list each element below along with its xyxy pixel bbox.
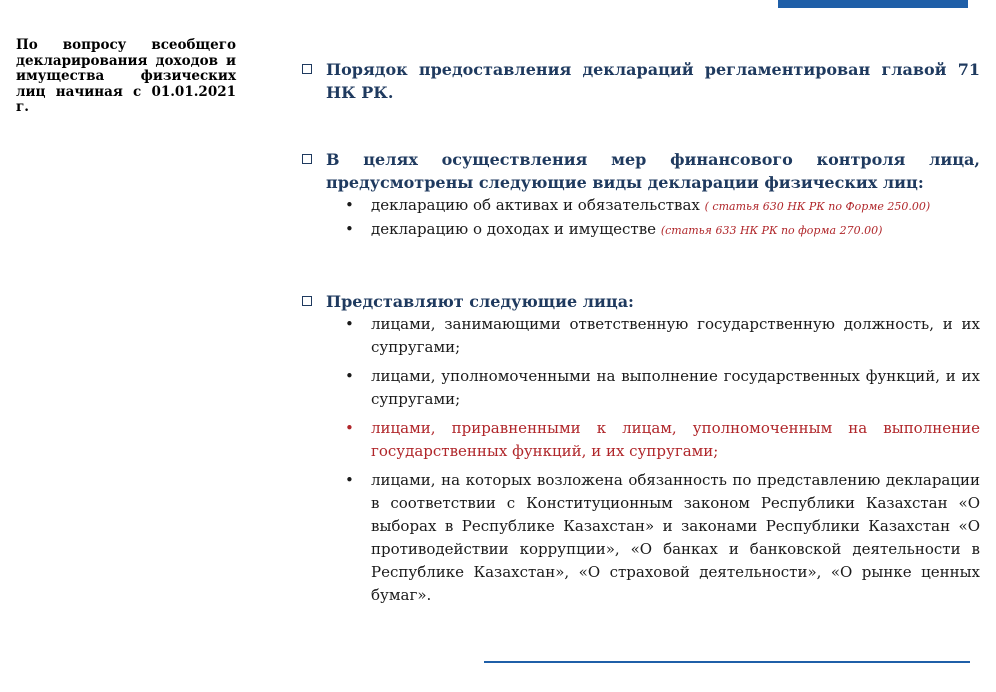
section-regulation [300, 58, 980, 104]
bullet-dot-icon: • [345, 315, 354, 333]
list-item-text: лицами, приравненными к лицам, уполномоченным на выполнение государственных функций, и их супругами; [371, 419, 980, 460]
bullet-dot-icon: • [345, 196, 354, 214]
section-declarants [300, 290, 980, 607]
section-title [300, 58, 980, 104]
bullet-dot-icon: • [345, 220, 354, 238]
list-item-text: лицами, занимающими ответственную государственную должность, и их супругами; [371, 315, 980, 356]
section-title-text: Представляют следующие лица: [326, 292, 634, 311]
section-title [300, 290, 980, 313]
list-item-text: лицами, на которых возложена обязанность по представлению декларации в соответствии с Конституционным законом Республики Казахстан «О выборах в Республике Казахстан» и законами Республики Казахстан «О противодействии коррупции», «О банках и банковской деятельности в Республике Казахстан», «О страховой деятельности», «О рынке ценных бумаг». [371, 471, 980, 604]
declaration-types-list [300, 194, 980, 242]
list-item-text: декларацию об активах и обязательствах [371, 196, 705, 214]
sidebar-title: По вопросу всеобщего декларирования доходов и имущества физических лиц начиная с 01.01.2021 г. [16, 37, 236, 115]
list-item-text: лицами, уполномоченными на выполнение государственных функций, и их супругами; [371, 367, 980, 408]
checkbox-bullet-icon [302, 296, 312, 306]
bullet-dot-icon: • [345, 367, 354, 385]
bullet-dot-icon: • [345, 419, 354, 437]
main-content [300, 58, 980, 613]
list-item [300, 313, 980, 359]
checkbox-bullet-icon [302, 154, 312, 164]
bullet-dot-icon: • [345, 471, 354, 489]
section-title-text: Порядок предоставления деклараций регламентирован главой 71 НК РК. [326, 60, 980, 102]
list-item [300, 194, 980, 218]
article-note: (статья 633 НК РК по форма 270.00) [660, 224, 883, 237]
top-accent-bar [778, 0, 968, 8]
list-item [300, 218, 980, 242]
list-item [300, 417, 980, 463]
declarants-list [300, 313, 980, 607]
list-item-text: декларацию о доходах и имуществе [371, 220, 661, 238]
checkbox-bullet-icon [302, 64, 312, 74]
section-title [300, 148, 980, 194]
section-title-text: В целях осуществления мер финансового контроля лица, предусмотрены следующие виды декларации физических лиц: [326, 150, 980, 192]
article-note: ( статья 630 НК РК по Форме 250.00) [704, 200, 931, 213]
list-item [300, 469, 980, 607]
bottom-divider [484, 661, 970, 663]
section-declaration-types [300, 148, 980, 242]
list-item [300, 365, 980, 411]
